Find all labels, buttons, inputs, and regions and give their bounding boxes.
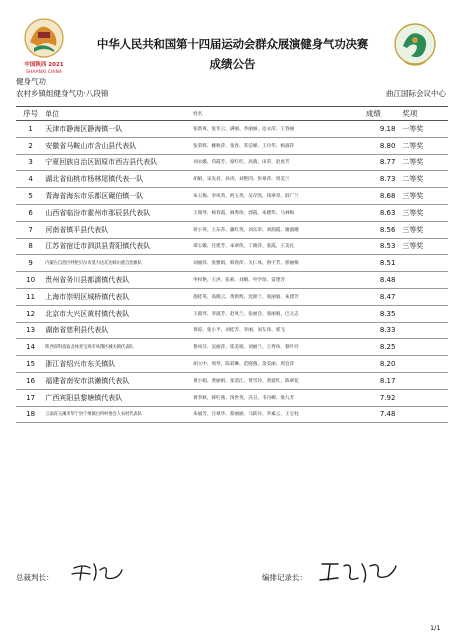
score-cell: 8.53 bbox=[364, 238, 400, 255]
score-cell: 8.80 bbox=[364, 137, 400, 154]
names-cell: 王瑞琴、杨春霞、阎秀珍、郭霞、朱德华、马林梅 bbox=[191, 204, 364, 221]
rank-cell: 12 bbox=[16, 305, 43, 322]
award-cell bbox=[400, 322, 448, 339]
results-table bbox=[16, 106, 448, 423]
award-cell: 二等奖 bbox=[400, 137, 448, 154]
names-cell: 胡娟、宋先君、孙涛、刘艳四、彭翠萍、周美兰 bbox=[191, 171, 364, 188]
header-unit: 单位 bbox=[43, 107, 191, 121]
unit-cell: 北京市大兴区黄村镇代表队 bbox=[43, 305, 191, 322]
table-row bbox=[16, 372, 448, 389]
unit-cell: 上海市崇明区城桥镇代表队 bbox=[43, 288, 191, 305]
award-cell: 三等奖 bbox=[400, 204, 448, 221]
table-header-row bbox=[16, 107, 448, 121]
score-cell: 8.17 bbox=[364, 372, 400, 389]
rank-cell: 3 bbox=[16, 154, 43, 171]
rank-cell: 11 bbox=[16, 288, 43, 305]
award-cell: 三等奖 bbox=[400, 238, 448, 255]
venue-name: 曲江国际会议中心 bbox=[386, 89, 446, 98]
unit-cell: 河南省镇平县代表队 bbox=[43, 221, 191, 238]
unit-cell: 天津市静海区静海镇一队 bbox=[43, 121, 191, 138]
table-row bbox=[16, 121, 448, 138]
names-cell: 胡立中、周琴、陈彩琳、范晓燕、余美丽、周宜萍 bbox=[191, 356, 364, 373]
award-cell bbox=[400, 389, 448, 406]
table-row bbox=[16, 137, 448, 154]
category-label: 健身气功 bbox=[16, 77, 46, 86]
rank-cell: 13 bbox=[16, 322, 43, 339]
rank-cell: 15 bbox=[16, 356, 43, 373]
score-cell: 7.92 bbox=[364, 389, 400, 406]
svg-text:SHAANXI CHINA: SHAANXI CHINA bbox=[25, 70, 63, 75]
table-row bbox=[16, 204, 448, 221]
score-cell: 8.68 bbox=[364, 188, 400, 205]
rank-cell: 7 bbox=[16, 221, 43, 238]
names-cell: 申权艳、王洪、张莉、刘晴、申学珍、雷建芳 bbox=[191, 272, 364, 289]
recorder-signature bbox=[318, 558, 400, 590]
unit-cell: 福建省南安市洪濑镇代表队 bbox=[43, 372, 191, 389]
names-cell: 黄琼、张小平、刘桂芳、李丽、刘友珍、郭飞 bbox=[191, 322, 364, 339]
score-cell: 8.35 bbox=[364, 305, 400, 322]
table-row bbox=[16, 288, 448, 305]
rank-cell: 6 bbox=[16, 204, 43, 221]
award-cell bbox=[400, 356, 448, 373]
rank-cell: 2 bbox=[16, 137, 43, 154]
names-cell: 朱丽芳、汪翠华、蔡丽丽、马跃丹、李素云、王宝柱 bbox=[191, 406, 364, 423]
names-cell: 谭玉娥、任建芳、朱翠侠、丁晓萍、张霞、王美礼 bbox=[191, 238, 364, 255]
unit-cell: 云南省玉溪市华宁县宁州镇白所村委会人农村代表队 bbox=[43, 406, 191, 423]
score-cell: 8.56 bbox=[364, 221, 400, 238]
names-cell: 蒋小英、王东莎、廉红英、刘东荣、刘润霞、谢淑娥 bbox=[191, 221, 364, 238]
referee-signature bbox=[70, 560, 126, 588]
rank-cell: 8 bbox=[16, 238, 43, 255]
names-cell: 朱玉梅、李凤英、阿玉英、吴存凯、钱翠青、薛广兰 bbox=[191, 188, 364, 205]
award-cell bbox=[400, 288, 448, 305]
score-cell: 8.73 bbox=[364, 171, 400, 188]
qigong-emblem bbox=[393, 22, 437, 74]
table-row bbox=[16, 154, 448, 171]
table-row bbox=[16, 322, 448, 339]
score-cell: 8.47 bbox=[364, 288, 400, 305]
event-row bbox=[16, 88, 448, 99]
score-cell: 8.63 bbox=[364, 204, 400, 221]
names-cell: 黄小娟、黄丽娟、张清江、黄雪玲、黄爱红、陈翠花 bbox=[191, 372, 364, 389]
names-cell: 张荣辉、姚秋萍、张春、苏洁娣、王玲华、杨淑萍 bbox=[191, 137, 364, 154]
rank-cell: 10 bbox=[16, 272, 43, 289]
rank-cell: 17 bbox=[16, 389, 43, 406]
table-row bbox=[16, 406, 448, 423]
rank-cell: 18 bbox=[16, 406, 43, 423]
award-cell bbox=[400, 255, 448, 272]
unit-cell: 江苏省宿迁市泗洪县青阳镇代表队 bbox=[43, 238, 191, 255]
names-cell: 施桂英、高晓云、黄新辉、沈锦兰、张丽娟、朱建芳 bbox=[191, 288, 364, 305]
unit-cell: 湖南省慈利县代表队 bbox=[43, 322, 191, 339]
rank-cell: 4 bbox=[16, 171, 43, 188]
rank-cell: 14 bbox=[16, 339, 43, 356]
unit-cell: 青海省海东市乐都区碾伯镇一队 bbox=[43, 188, 191, 205]
table-row bbox=[16, 305, 448, 322]
score-cell: 8.20 bbox=[364, 356, 400, 373]
rank-cell: 1 bbox=[16, 121, 43, 138]
header-names: 姓名 bbox=[191, 107, 364, 121]
score-cell: 8.51 bbox=[364, 255, 400, 272]
award-cell bbox=[400, 406, 448, 423]
score-cell: 9.18 bbox=[364, 121, 400, 138]
names-cell: 黄李秋、韩红燕、汤世英、冯丑、韦丹柳、梁九芳 bbox=[191, 389, 364, 406]
award-cell: 二等奖 bbox=[400, 171, 448, 188]
table-row bbox=[16, 221, 448, 238]
table-row bbox=[16, 255, 448, 272]
header-award: 奖项 bbox=[400, 107, 448, 121]
unit-cell: 宁夏回族自治区固原市西吉县代表队 bbox=[43, 154, 191, 171]
page-subtitle: 成绩公告 bbox=[209, 57, 256, 71]
award-cell: 三等奖 bbox=[400, 221, 448, 238]
table-row bbox=[16, 188, 448, 205]
recorder-label: 编排记录长： bbox=[262, 573, 307, 582]
names-cell: 鲁凤芬、吴丽萍、崔美娟、刘丽兰、王秀珍、蔡叶玲 bbox=[191, 339, 364, 356]
table-row bbox=[16, 356, 448, 373]
award-cell bbox=[400, 339, 448, 356]
award-cell bbox=[400, 372, 448, 389]
names-cell: 刘永娥、苟霞芳、席红红、高燕、田荣、赵虎芳 bbox=[191, 154, 364, 171]
names-cell: 王淑琴、李淑芳、赵凤兰、张丽会、张丽娟、巴元志 bbox=[191, 305, 364, 322]
unit-cell: 广西宾阳县黎塘镇代表队 bbox=[43, 389, 191, 406]
event-name: 农村乡镇组健身气功·八段锦 bbox=[16, 89, 109, 98]
unit-cell: 山西省临汾市霍州市那辰县代表队 bbox=[43, 204, 191, 221]
score-cell: 8.25 bbox=[364, 339, 400, 356]
award-cell: 二等奖 bbox=[400, 154, 448, 171]
unit-cell: 安徽省马鞍山市含山县代表队 bbox=[43, 137, 191, 154]
score-cell: 8.33 bbox=[364, 322, 400, 339]
unit-cell: 湖北省仙桃市杨林尾镇代表一队 bbox=[43, 171, 191, 188]
rank-cell: 5 bbox=[16, 188, 43, 205]
award-cell: 一等奖 bbox=[400, 121, 448, 138]
unit-cell: 陕西省科技宿舍体育宝鸡市凤翔区城关镇代表队 bbox=[43, 339, 191, 356]
unit-cell: 贵州省务川县都濡镇代表队 bbox=[43, 272, 191, 289]
award-cell bbox=[400, 305, 448, 322]
score-cell: 7.48 bbox=[364, 406, 400, 423]
unit-cell: 浙江省绍兴市东关镇队 bbox=[43, 356, 191, 373]
header-score: 成绩 bbox=[364, 107, 400, 121]
rank-cell: 9 bbox=[16, 255, 43, 272]
score-cell: 8.77 bbox=[364, 154, 400, 171]
award-cell bbox=[400, 272, 448, 289]
table-row bbox=[16, 272, 448, 289]
score-cell: 8.48 bbox=[364, 272, 400, 289]
table-row bbox=[16, 238, 448, 255]
names-cell: 张新爽、张冬云、满丽、李丽丽、边永萍、王春丽 bbox=[191, 121, 364, 138]
table-row bbox=[16, 171, 448, 188]
page-title: 中华人民共和国第十四届运动会群众展演健身气功决赛 bbox=[96, 37, 369, 51]
table-row bbox=[16, 389, 448, 406]
names-cell: 刘丽萍、张雅娟、韩春萍、关仁凤、鲁宇芳、郭丽梅 bbox=[191, 255, 364, 272]
header-rank: 序号 bbox=[16, 107, 43, 121]
award-cell: 三等奖 bbox=[400, 188, 448, 205]
games-logo bbox=[16, 12, 72, 76]
table-row bbox=[16, 339, 448, 356]
page-number: 1/1 bbox=[430, 624, 441, 632]
unit-cell: 内蒙古自治区呼伦贝尔市莫力达瓦达斡尔族自治旗队 bbox=[43, 255, 191, 272]
rank-cell: 16 bbox=[16, 372, 43, 389]
svg-text:中国陕西 2021: 中国陕西 2021 bbox=[24, 62, 64, 68]
referee-label: 总裁判长： bbox=[16, 573, 54, 582]
